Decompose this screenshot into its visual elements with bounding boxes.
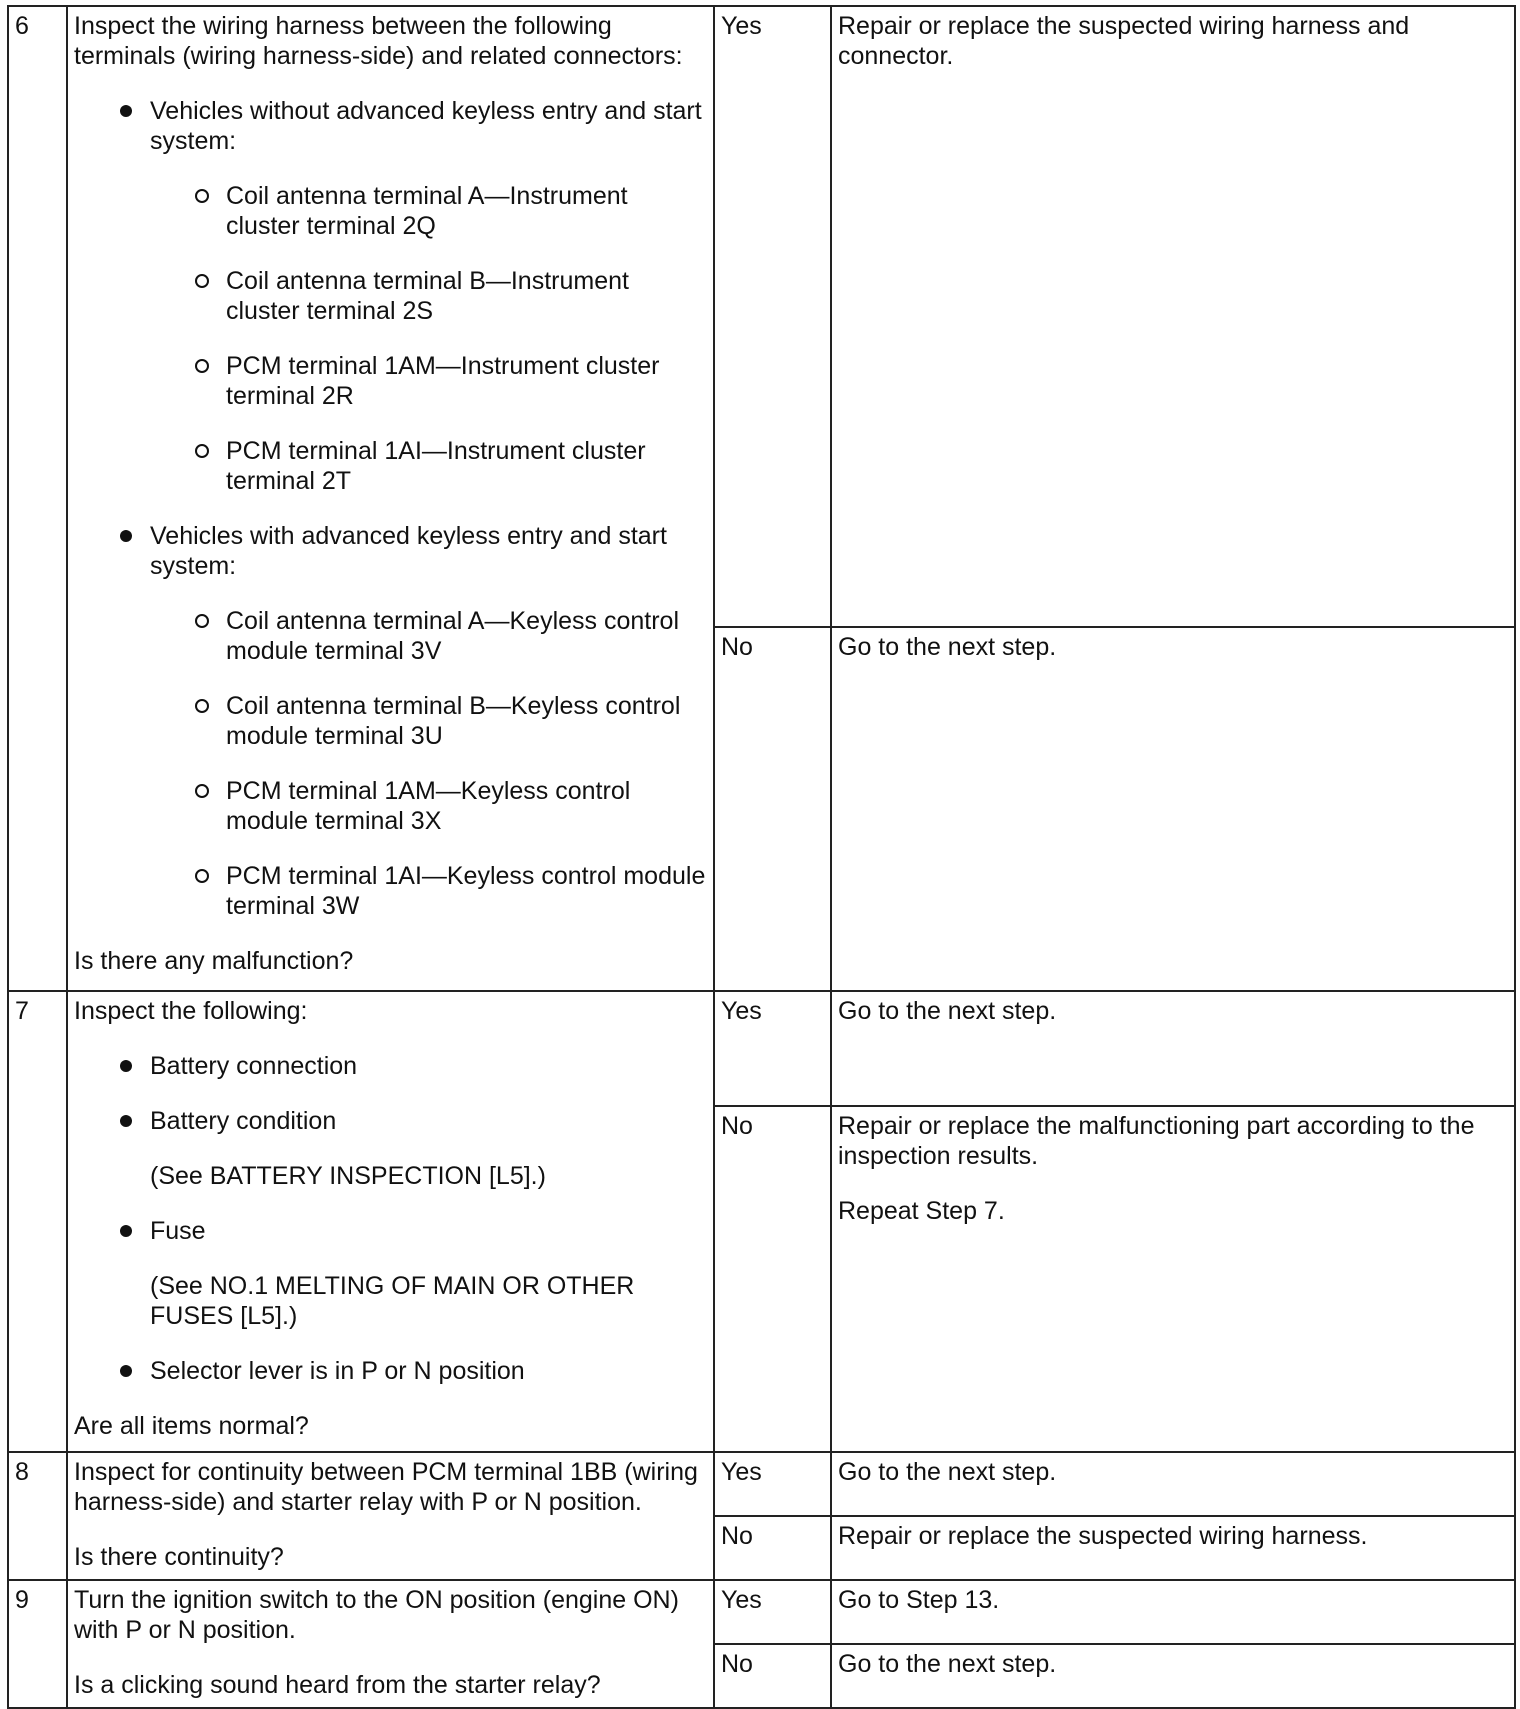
bullet-item: Battery connection [74, 1051, 707, 1081]
inspection-question: Is there continuity? [74, 1543, 284, 1571]
inspection-question: Is a clicking sound heard from the starter relay? [74, 1671, 601, 1699]
inspection-cell [67, 1580, 714, 1708]
inspection-cell [67, 6, 714, 991]
bullet-item: Battery condition [74, 1106, 707, 1136]
result-no: No [714, 1644, 831, 1708]
sub-item: PCM terminal 1AI—Keyless control module terminal 3W [74, 861, 707, 921]
result-yes: Yes [714, 991, 831, 1106]
step-number: 8 [8, 1452, 67, 1580]
inspection-intro: Turn the ignition switch to the ON position (engine ON) with P or N position. [74, 1586, 679, 1644]
sub-item: Coil antenna terminal B—Keyless control module terminal 3U [74, 691, 707, 751]
action-yes: Go to Step 13. [831, 1580, 1515, 1644]
bullet-item: Fuse [74, 1216, 707, 1246]
inspection-intro: Inspect the following: [74, 997, 308, 1025]
result-yes: Yes [714, 1452, 831, 1516]
action-yes: Go to the next step. [831, 991, 1515, 1106]
inspection-question: Are all items normal? [74, 1412, 309, 1440]
reference-note: (See BATTERY INSPECTION [L5].) [150, 1162, 546, 1190]
sub-item: Coil antenna terminal A—Instrument cluster terminal 2Q [74, 181, 707, 241]
inspection-question: Is there any malfunction? [74, 947, 354, 975]
action-no: Repair or replace the suspected wiring harness. [831, 1516, 1515, 1580]
step-number: 7 [8, 991, 67, 1452]
step-number: 6 [8, 6, 67, 991]
action-no: Go to the next step. [831, 627, 1515, 991]
action-no-cell [831, 1106, 1515, 1452]
result-no: No [714, 1516, 831, 1580]
result-yes: Yes [714, 1580, 831, 1644]
inspection-cell [67, 1452, 714, 1580]
step-number: 9 [8, 1580, 67, 1708]
bullet-item: Vehicles with advanced keyless entry and start system: [74, 521, 707, 581]
inspection-intro: Inspect the wiring harness between the following terminals (wiring harness-side) and related connectors: [74, 12, 683, 70]
step-8-yes-row [8, 1452, 1515, 1516]
inspection-intro: Inspect for continuity between PCM terminal 1BB (wiring harness-side) and starter relay with P or N position. [74, 1458, 698, 1516]
sub-item: PCM terminal 1AM—Keyless control module terminal 3X [74, 776, 707, 836]
action-yes: Repair or replace the suspected wiring harness and connector. [831, 6, 1515, 627]
sub-item: Coil antenna terminal B—Instrument cluster terminal 2S [74, 266, 707, 326]
step-6-yes-row [8, 6, 1515, 627]
result-yes: Yes [714, 6, 831, 627]
reference-note: (See NO.1 MELTING OF MAIN OR OTHER FUSES [L5].) [150, 1272, 635, 1330]
action-yes: Go to the next step. [831, 1452, 1515, 1516]
sub-item: Coil antenna terminal A—Keyless control module terminal 3V [74, 606, 707, 666]
sub-item: PCM terminal 1AM—Instrument cluster terminal 2R [74, 351, 707, 411]
inspection-cell [67, 991, 714, 1452]
bullet-item: Vehicles without advanced keyless entry and start system: [74, 96, 707, 156]
troubleshooting-table [7, 5, 1516, 1709]
result-no: No [714, 1106, 831, 1452]
step-7-yes-row [8, 991, 1515, 1106]
bullet-item: Selector lever is in P or N position [74, 1356, 707, 1386]
sub-item: PCM terminal 1AI—Instrument cluster terminal 2T [74, 436, 707, 496]
action-no: Repair or replace the malfunctioning part according to the inspection results. [838, 1112, 1475, 1170]
step-9-yes-row [8, 1580, 1515, 1644]
action-no-repeat: Repeat Step 7. [838, 1197, 1005, 1225]
result-no: No [714, 627, 831, 991]
action-no: Go to the next step. [831, 1644, 1515, 1708]
